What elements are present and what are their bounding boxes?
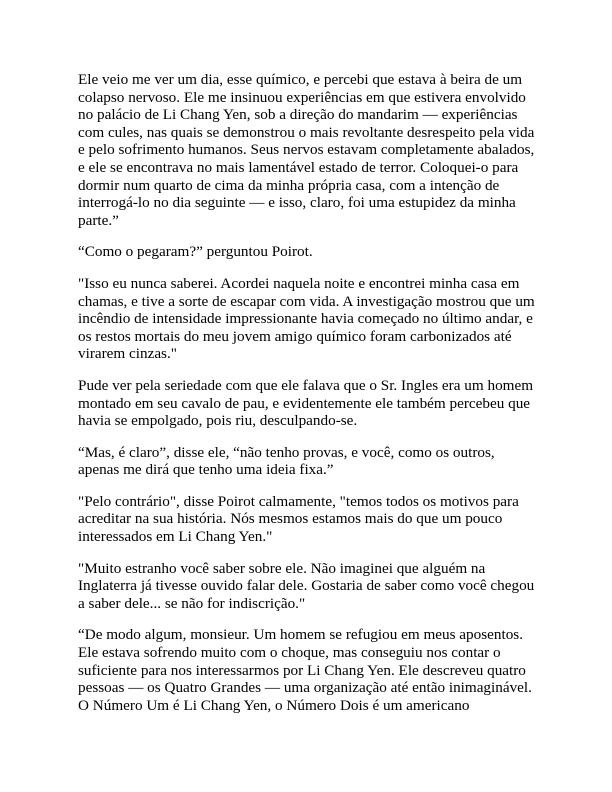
paragraph-1: Ele veio me ver um dia, esse químico, e percebi que estava à beira de um colapso nervoso. Ele me insinuou experiências em que estivera envolvido no palácio de Li Chang Yen, sob a direção do mandarim — experiências com cules, nas quais se demonstrou o mais revoltante desrespeito pela vida e pelo sofrimento humanos. Seus nervos estavam completamente abalados, e ele se encontrava no mais lamentável estado de terror. Coloquei-o para dormir num quarto de cima da minha própria casa, com a intenção de interrogá-lo no dia seguinte — e isso, claro, foi uma estupidez da minha parte.” [78, 71, 535, 229]
paragraph-2: “Como o pegaram?” perguntou Poirot. [78, 243, 313, 261]
paragraph-8: “De modo algum, monsieur. Um homem se refugiou em meus aposentos. Ele estava sofrendo muito com o choque, mas conseguiu nos contar o suficiente para nos interessarmos por Li Chang Yen. Ele descreveu quatro pessoas — os Quatro Grandes — uma organização até então inimaginável. O Número Um é Li Chang Yen, o Número Dois é um americano [78, 626, 532, 714]
paragraph-6: "Pelo contrário", disse Poirot calmamente, "temos todos os motivos para acreditar na sua história. Nós mesmos estamos mais do que um pouco interessados em Li Chang Yen." [78, 492, 519, 546]
paragraph-5: “Mas, é claro”, disse ele, “não tenho provas, e você, como os outros, apenas me dirá que tenho uma ideia fixa.” [78, 443, 495, 479]
document-page [78, 71, 538, 714]
paragraph-7: "Muito estranho você saber sobre ele. Não imaginei que alguém na Inglaterra já tivesse ouvido falar dele. Gostaria de saber como você chegou a saber dele... se não for indiscrição." [78, 559, 535, 612]
paragraph-3: "Isso eu nunca saberei. Acordei naquela noite e encontrei minha casa em chamas, e tive a sorte de escapar com vida. A investigação mostrou que um incêndio de intensidade impressionante havia começado no último andar, e os restos mortais do meu jovem amigo químico foram carbonizados até virarem cinzas." [78, 274, 535, 363]
paragraph-4: Pude ver pela seriedade com que ele falava que o Sr. Ingles era um homem montado em seu cavalo de pau, e evidentemente ele também percebeu que havia se empolgado, pois riu, desculpando-se. [78, 376, 534, 430]
